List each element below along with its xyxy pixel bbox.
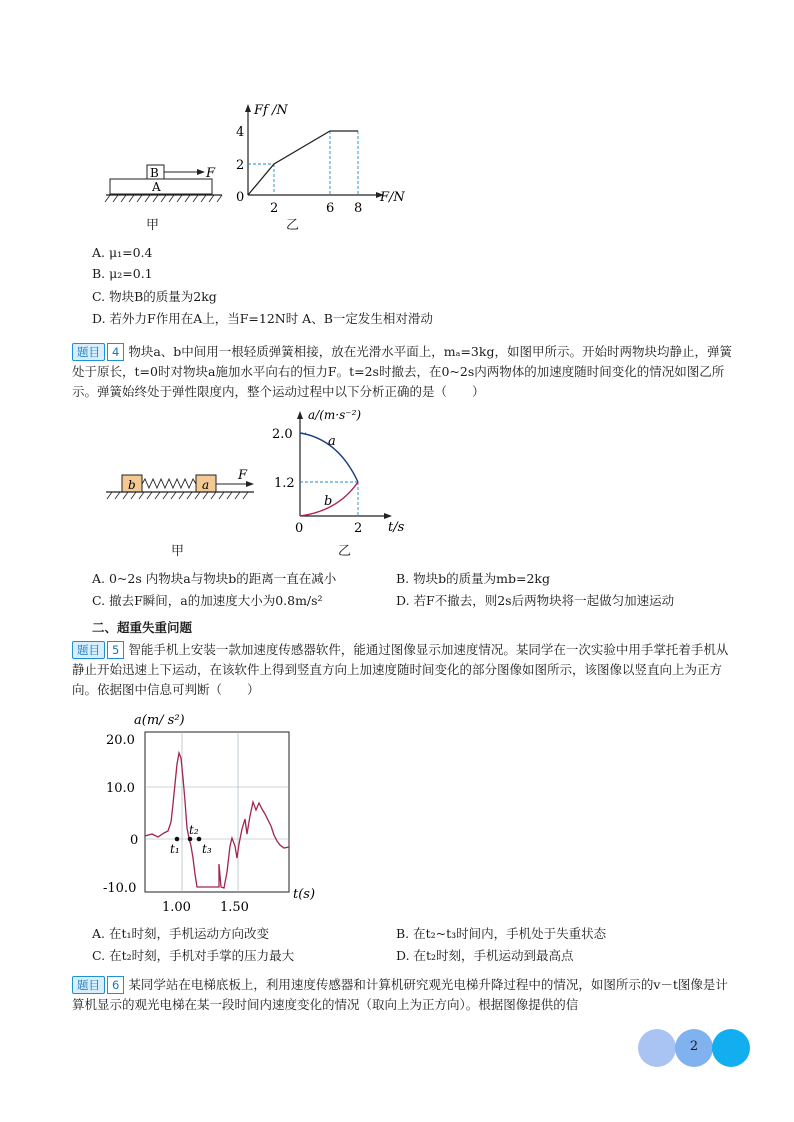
q4-option-d: D. 若F不撤去，则2s后两物块将一起做匀加速运动 (396, 593, 675, 608)
t3-label: t₃ (202, 842, 212, 856)
q5-option-a: A. 在t₁时刻，手机运动方向改变 (92, 926, 270, 941)
q6-number: 6 (107, 976, 124, 994)
y-tick-2.0: 2.0 (272, 427, 293, 442)
chart-phone-acceleration (100, 706, 330, 916)
block-a-label: a (202, 478, 210, 492)
y-tick-20: 20.0 (106, 733, 135, 748)
t1-label: t₁ (170, 842, 180, 856)
q4-tag: 题目 (72, 343, 105, 361)
caption-jia-1: 甲 (146, 218, 160, 233)
q5-number: 5 (107, 641, 124, 659)
curve-a-label: a (328, 434, 336, 449)
x-tick-1.50: 1.50 (220, 900, 249, 915)
origin-label: 0 (236, 190, 245, 205)
y-tick-1.2: 1.2 (274, 476, 295, 491)
q4-option-a: A. 0~2s 内物块a与物块b的距离一直在减小 (92, 571, 337, 586)
q3-option-d: D. 若外力F作用在A上，当F=12N时 A、B一定发生相对滑动 (92, 311, 433, 326)
x-axis-label: t/s (388, 520, 405, 535)
x-tick-6: 6 (326, 201, 335, 216)
q3-option-c: C. 物块B的质量为2kg (92, 289, 217, 304)
force-label: F (238, 468, 248, 483)
page-circle-right (712, 1029, 750, 1067)
figure-spring-blocks (100, 465, 260, 515)
section-title: 二、超重失重问题 (92, 620, 193, 635)
y-tick-0: 0 (130, 833, 139, 848)
q4-option-c: C. 撤去F瞬间，a的加速度大小为0.8m/s² (92, 593, 323, 608)
q4-option-b: B. 物块b的质量为mb=2kg (396, 571, 550, 586)
x-tick-2: 2 (354, 521, 363, 535)
chart-acceleration-vs-time (268, 405, 428, 535)
force-label: F (206, 166, 216, 181)
y-tick-2: 2 (236, 158, 245, 173)
q3-option-b: B. μ₂=0.1 (92, 266, 153, 281)
page-number: 2 (689, 1039, 699, 1054)
block-a-label: A (152, 180, 161, 194)
q5-option-b: B. 在t₂~t₃时间内，手机处于失重状态 (396, 926, 607, 941)
x-tick-1.00: 1.00 (162, 900, 191, 915)
curve-b-label: b (324, 494, 333, 509)
q4-stem (72, 342, 732, 402)
y-axis-label: Ff /N (254, 103, 288, 118)
q5-option-c: C. 在t₂时刻，手机对手掌的压力最大 (92, 948, 295, 963)
page-circle-left (638, 1029, 676, 1067)
q5-stem (72, 640, 732, 700)
q5-text: 智能手机上安装一款加速度传感器软件，能通过图像显示加速度情况。某同学在一次实验中用手掌托着手机从静止开始迅速上下运动，在该软件上得到竖直方向上加速度随时间变化的部分图像如图所示，该图像以竖直向上为正方向。依据图中信息可判断（ ） (72, 642, 729, 697)
y-tick-10: 10.0 (106, 781, 135, 796)
x-tick-8: 8 (354, 201, 363, 216)
x-axis-label: t(s) (293, 887, 316, 902)
y-tick-4: 4 (236, 125, 245, 140)
q4-text: 物块a、b中间用一根轻质弹簧相接，放在光滑水平面上，mₐ=3kg，如图甲所示。开始时两物块均静止，弹簧处于原长，t=0时对物块a施加水平向右的恒力F。t=2s时撤去，在0~2s内两物体的加速度随时间变化的情况如图乙所示。弹簧始终处于弹性限度内，整个运动过程中以下分析正确的是（ ） (72, 344, 732, 399)
chart-friction-vs-force (228, 100, 428, 230)
caption-yi-2: 乙 (338, 544, 352, 559)
q6-tag: 题目 (72, 976, 105, 994)
q6-stem (72, 975, 732, 1015)
x-axis-label: F/N (380, 190, 405, 205)
q5-tag: 题目 (72, 641, 105, 659)
caption-jia-2: 甲 (171, 544, 185, 559)
y-axis-label: a(m/ s²) (134, 713, 185, 728)
block-b-label: B (150, 166, 159, 180)
x-tick-2: 2 (270, 201, 279, 216)
origin-label: 0 (295, 521, 304, 535)
block-b-label: b (128, 478, 136, 492)
q5-option-d: D. 在t₂时刻，手机运动到最高点 (396, 948, 574, 963)
y-tick-neg10: -10.0 (103, 881, 137, 896)
y-axis-label: a/(m·s⁻²) (308, 408, 362, 422)
q6-text: 某同学站在电梯底板上，利用速度传感器和计算机研究观光电梯升降过程中的情况，如图所示的v－t图像是计算机显示的观光电梯在某一段时间内速度变化的情况（取向上为正方向）。根据图像提供的信 (72, 977, 728, 1012)
q3-option-a: A. μ₁=0.4 (92, 245, 153, 260)
figure-friction-setup (100, 150, 230, 210)
t2-label: t₂ (189, 823, 199, 837)
q4-number: 4 (107, 343, 124, 361)
caption-yi-1: 乙 (286, 218, 300, 233)
